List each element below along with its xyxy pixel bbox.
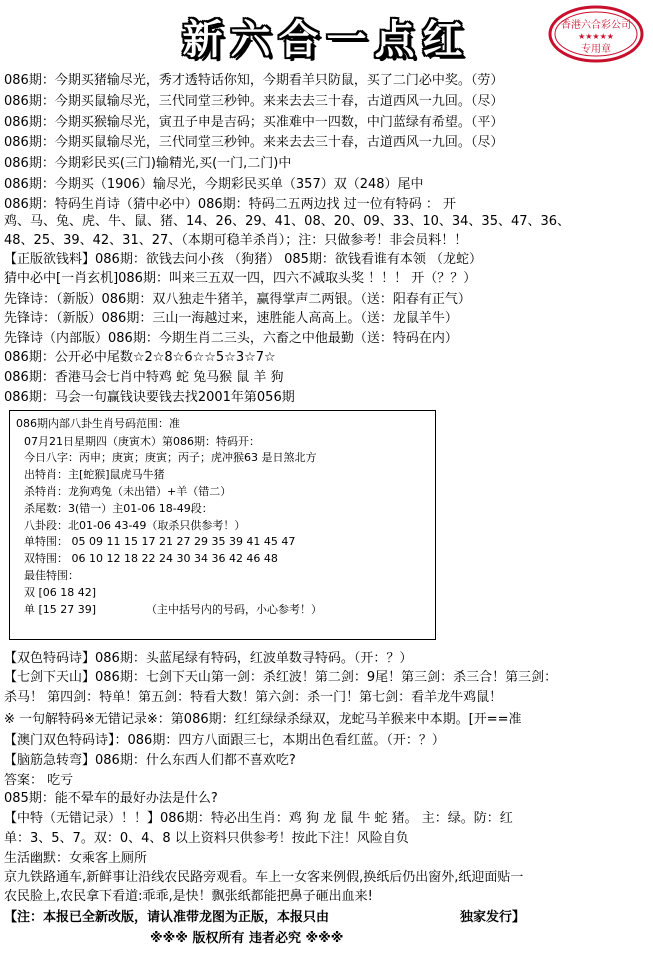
bottom-line-10: 单：3、5、7。双：0、4、8 以上资料只供参考！按此下注！风险自负 (4, 831, 409, 846)
bottom-line-9: 【中特（无错记录）！！】086期：特必出生肖：鸡 狗 龙 鼠 牛 蛇 猪。 主：绿。防：红 (4, 811, 513, 826)
footer-copyright: ※※※ 版权所有 违者必究 ※※※ (150, 931, 344, 946)
stamp-seal-logo (547, 4, 645, 64)
bottom-line-2: 【七剑下天山】086期：七剑下天山第一剑：杀红波！第二剑：9尾！第三剑：杀三合！第三剑： (4, 670, 558, 685)
text-line-16: 086期：香港马会七肖中特鸡 蛇 兔马猴 鼠 羊 狗 (4, 370, 284, 385)
footer-notice-left: 【注：本报已全新改版，请认准带龙图为正版，本报只由 (4, 910, 330, 925)
bottom-line-8: 085期：能不晕车的最好办法是什么? (4, 791, 218, 806)
box-line-2: 07月21日星期四（庚寅木）第086期：特码开： (24, 435, 260, 448)
bottom-line-7: 答案： 吃亏 (4, 773, 74, 788)
bottom-line-12: 京九铁路通车,新鲜事让沿线农民路旁观看。车上一女客来例假,换纸后仍出窗外,纸迎面贴一 (4, 870, 524, 885)
box-line-4: 出特肖：主[蛇猴]鼠虎马牛猪 (24, 468, 165, 481)
page-title: 新六合一点红 (182, 16, 471, 63)
bagua-info-box (9, 410, 436, 640)
box-line-12: 单 [15 27 39] (24, 603, 97, 616)
box-line-8: 单特围： 05 09 11 15 17 21 27 29 35 39 41 45 47 (24, 535, 296, 548)
text-line-10: 【正版欲钱料】086期：欲钱去问小孩 （狗猪） 085期：欲钱看谁有本领 （龙蛇） (4, 252, 483, 267)
footer-notice-right: 独家发行】 (460, 910, 526, 925)
svg-text:专用章: 专用章 (581, 44, 611, 55)
box-line-10: 最佳特围： (24, 569, 79, 582)
box-line-11: 双 [06 18 42] (24, 586, 97, 599)
bottom-line-5: 【澳门双色特码诗】：086期：四方八面跟三七，本期出色看红蓝。（开：？） (4, 733, 445, 748)
bottom-line-1: 【双色特码诗】086期：头蓝尾绿有特码，红波单数寻特码。（开：？） (4, 651, 413, 666)
text-line-2: 086期：今期买鼠输尽光，三代同堂三秒钟。来来去去三十春，古道西风一九回。（尽） (4, 94, 504, 109)
text-line-7: 086期：特码生肖诗（猜中必中）086期：特码二五两边找 过一位有特码 ： 开 (4, 197, 457, 212)
text-line-6: 086期：今期买（1906）输尽光，今期彩民买单（357）双（248）尾中 (4, 177, 424, 192)
box-line-3: 今日八字：丙申；庚寅；庚寅；丙子；虎冲猴63 是日煞北方 (24, 451, 317, 464)
box-line-12-note: （主中括号内的号码，小心参考！） (146, 603, 322, 616)
box-line-7: 八卦段：北01-06 43-49（取杀只供参考！） (24, 519, 246, 532)
text-line-14: 先锋诗（内部版）086期：今期生肖二三头，六畜之中他最勤（送：特码在内） (4, 331, 458, 346)
box-line-5: 杀特肖：龙狗鸡兔（未出错）+羊（错二） (24, 485, 232, 498)
svg-text:香港六合彩公司: 香港六合彩公司 (561, 20, 631, 31)
text-line-15: 086期：公开必中尾数☆2☆8☆6☆☆5☆3☆7☆ (4, 350, 276, 365)
bottom-line-6: 【脑筋急转弯】086期：什么东西人们都不喜欢吃? (4, 753, 296, 768)
text-line-13: 先锋诗：（新版）086期：三山一海越过来，速胜能人高高上。（送：龙鼠羊牛） (4, 311, 458, 326)
text-line-8: 鸡、马、兔、虎、牛、鼠、猪、14、26、29、41、08、20、09、33、10、34、35、47、36、 (4, 214, 571, 229)
text-line-17: 086期：马会一句赢钱诀要钱去找2001年第056期 (4, 390, 295, 405)
text-line-11: 猜中必中[一肖玄机]086期：叫来三五双一四，四六不减取头奖 ！！！ 开（？？） (4, 271, 477, 286)
box-line-1: 086期内部八卦生肖号码范围：准 (16, 417, 180, 430)
bottom-line-11: 生活幽默：女乘客上厕所 (4, 851, 148, 866)
bottom-line-4: ※ 一句解特码※无错记录※：第086期：红红绿绿杀绿双，龙蛇马羊猴来中本期。[开==准 (4, 712, 522, 727)
bottom-line-13: 农民脸上,农民拿下看道:乖乖,是快！飘张纸都能把鼻子砸出血来! (4, 889, 373, 904)
text-line-1: 086期：今期买猪输尽光，秀才透特话你知，今期看羊只防鼠，买了二门必中奖。（劳） (4, 73, 504, 88)
bottom-line-3: 杀马！ 第四剑：特单！第五剑：特看大数！第六剑：杀一门！第七剑：看羊龙牛鸡鼠！ (4, 690, 503, 705)
svg-text:★★★★★: ★★★★★ (578, 32, 614, 41)
text-line-3: 086期：今期买猴输尽光，寅丑子申是吉码；买准难中一四数，中门蓝绿有希望。（平） (4, 115, 504, 130)
text-line-12: 先锋诗：（新版）086期：双八独走牛猪羊，赢得掌声二两银。（送：阳春有正气） (4, 292, 471, 307)
text-line-5: 086期：今期彩民买(三门)输精光,买(一门,二门)中 (4, 156, 292, 171)
box-line-6: 杀尾数：3(错一）主01-06 18-49段： (24, 502, 213, 515)
text-line-9: 48、25、39、42、31、27、（本期可稳羊杀肖）；注：只做参考！非会员料！！ (4, 233, 468, 248)
box-line-9: 双特围： 06 10 12 18 22 24 30 34 36 42 46 48 (24, 552, 278, 565)
text-line-4: 086期：今期买鼠输尽光，三代同堂三秒钟。来来去去三十春，古道西风一九回。（尽） (4, 135, 504, 150)
